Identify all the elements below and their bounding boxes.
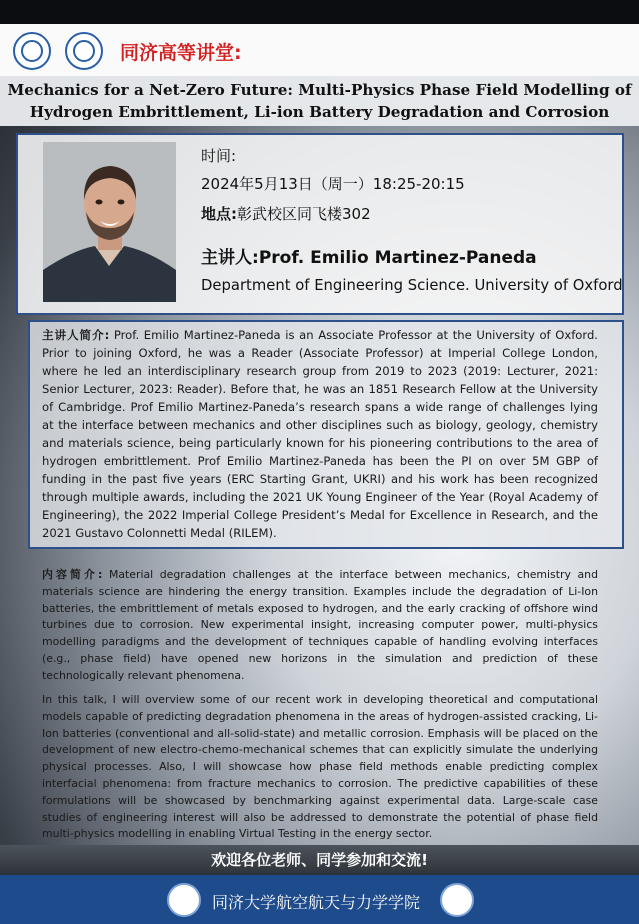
abstract-section: [42, 567, 598, 685]
lecture-title-line-1: Mechanics for a Net-Zero Future: Multi-Physics Phase Field Modelling of: [7, 81, 632, 99]
abstract-label: 内容简介:: [42, 568, 103, 581]
speaker-portrait-illustration: [43, 142, 176, 302]
speaker-name: Prof. Emilio Martinez-Paneda: [258, 248, 537, 268]
lecture-title: [0, 79, 639, 123]
place-row: [201, 203, 371, 224]
speaker-label: 主讲人:: [201, 248, 259, 268]
speaker-row: [201, 243, 537, 268]
bio-text: Prof. Emilio Martinez-Paneda is an Associate Professor at the University of Oxford. Prior to joining Oxford, he was a Reader (Associate Professor) at Imperial College London, where he led an interdisciplinary research group from 2019 to 2023 (2019: Lecturer, 2021: Senior Lecturer, 2023: Reader). Before that, he was an 1851 Research Fellow at the University of Cambridge. Prof Emilio Martinez-Paneda’s research spans a wide range of challenges lying at the interface between mechanics and other disciplines such as biology, geology, chemistry and materials science, being particularly known for his pioneering contributions to the area of hydrogen embrittlement. Prof Emilio Martinez-Paneda has been the PI on over 5M GBP of funding in the past five years (ERC Starting Grant, UKRI) and his work has been recognized through multiple awards, including the 2021 UK Young Engineer of the Year (Royal Academy of Engineering), the 2022 Imperial College President’s Medal for Excellence in Research, and the 2021 Gustavo Colonnetti Medal (RILEM).: [42, 328, 598, 540]
time-value: 2024年5月13日（周一）18:25-20:15: [201, 175, 465, 193]
bio-label: 主讲人简介:: [42, 328, 110, 342]
tongji-university-logo: [13, 32, 51, 70]
place-label: 地点:: [201, 205, 237, 223]
footer-school-logo: [440, 883, 474, 917]
abstract-paragraph-2: In this talk, I will overview some of our recent work in developing theoretical and computational models capable of predicting degradation phenomena in the areas of hydrogen-assisted cracking, Li-Ion batteries (conventional and all-solid-state) and metallic corrosion. Emphasis will be placed on the development of new electro-chemo-mechanical schemes that can explicitly simulate the underlying physical processes. Also, I will showcase how phase field methods enable predicting complex interfacial phenomena: from fracture mechanics to corrosion. The predictive capabilities of these formulations will be showcased by benchmarking against experimental data. Large-scale case studies of engineering interest will also be addressed to demonstrate the potential of phase field multi-physics modelling in enabling Virtual Testing in the energy sector.: [42, 693, 598, 841]
abstract-paragraph-1: [42, 567, 598, 685]
lecture-title-line-2: Hydrogen Embrittlement, Li-ion Battery Degradation and Corrosion: [29, 103, 610, 121]
speaker-photo: [43, 142, 176, 302]
school-name: 同济大学航空航天与力学学院: [212, 893, 421, 912]
school-logo: [65, 32, 103, 70]
time-label: 时间:: [201, 147, 237, 165]
lecture-series-title: 同济高等讲堂:: [120, 42, 242, 64]
speaker-bio: [42, 326, 598, 542]
place-value: 彰武校区同飞楼302: [237, 205, 371, 223]
welcome-message: 欢迎各位老师、同学参加和交流!: [211, 851, 428, 869]
footer-university-logo: [167, 883, 201, 917]
abstract-text-1: Material degradation challenges at the interface between mechanics, chemistry and materials science are hindering the energy transition. Examples include the degradation of Li-Ion batteries, the embrittlement of metals exposed to hydrogen, and the early cracking of offshore wind turbines due to corrosion. New experimental insight, increasing computer power, multi-physics modelling paradigms and the development of techniques capable of handling evolving interfaces (e.g., phase field) have opened new horizons in the simulation and prediction of these technologically relevant phenomena.: [42, 568, 598, 682]
department: Department of Engineering Science. University of Oxford: [201, 277, 623, 294]
top-dark-bar: [0, 0, 639, 24]
